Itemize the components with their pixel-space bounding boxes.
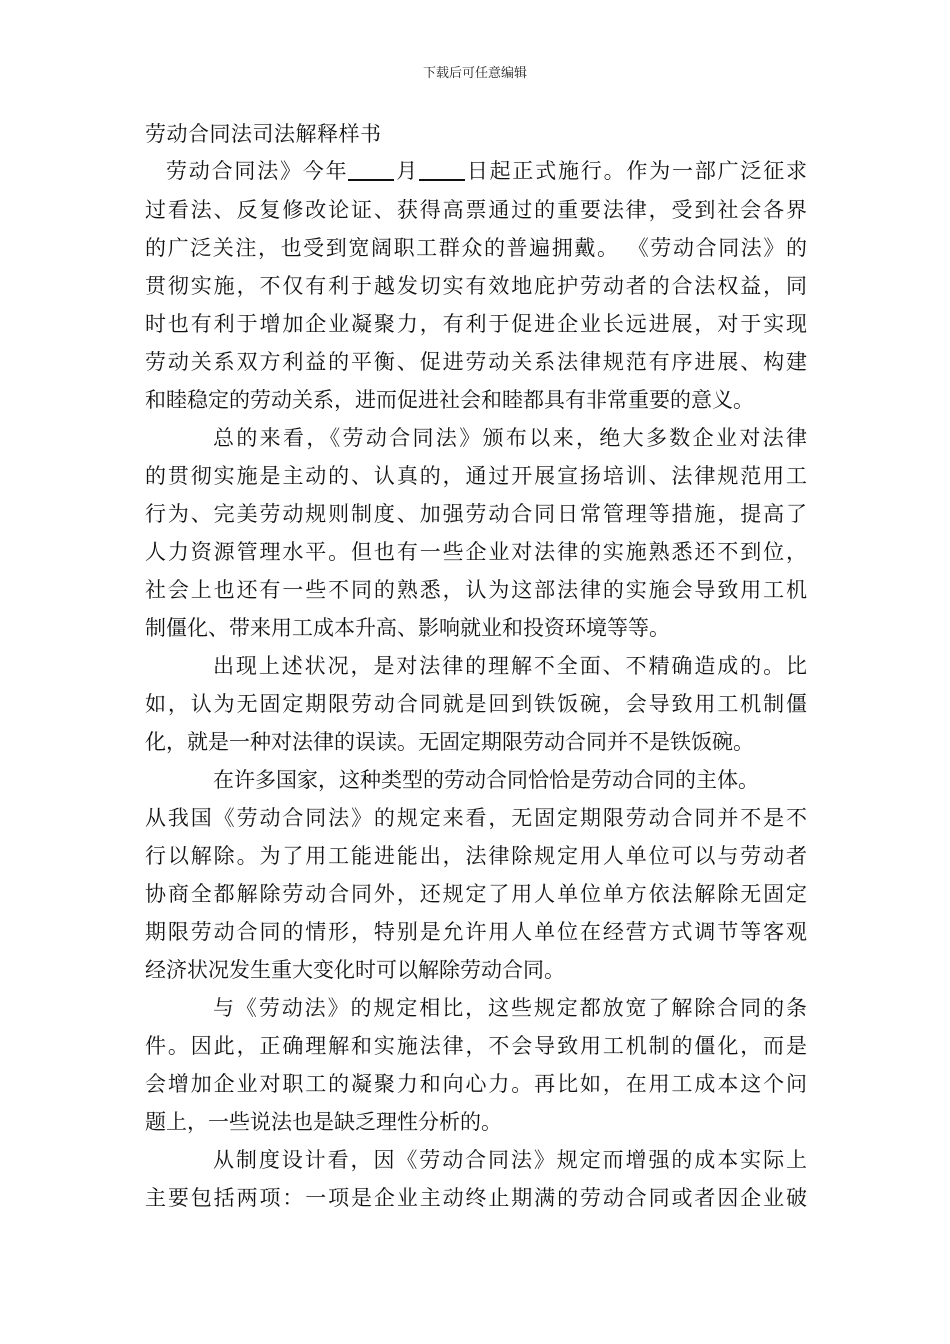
paragraph-line: 在许多国家，这种类型的劳动合同恰恰是劳动合同的主体。	[213, 768, 759, 792]
paragraph-line: 行为、完美劳动规则制度、加强劳动合同日常管理等措施，提高了	[145, 502, 807, 526]
paragraph-line: 出现上述状况，是对法律的理解不全面、不精确造成的。比	[213, 654, 807, 678]
paragraph-line: 化，就是一种对法律的误读。无固定期限劳动合同并不是铁饭碗。	[145, 730, 754, 754]
paragraph-line: 制僵化、带来用工成本升高、影响就业和投资环境等等。	[145, 616, 670, 640]
paragraph-line: 的广泛关注，也受到宽阔职工群众的普遍拥戴。 《劳动合同法》的	[145, 236, 807, 260]
paragraph-line: 人力资源管理水平。但也有一些企业对法律的实施熟悉还不到位，	[145, 540, 807, 564]
paragraph-line: 劳动关系双方利益的平衡、促进劳动关系法律规范有序进展、构建	[145, 350, 807, 374]
paragraph-line: 与《劳动法》的规定相比，这些规定都放宽了解除合同的条	[213, 996, 807, 1020]
paragraph-line: 的贯彻实施是主动的、认真的，通过开展宣扬培训、法律规范用工	[145, 464, 807, 488]
document-title: 劳动合同法司法解释样书	[145, 122, 382, 146]
paragraph-line: 会增加企业对职工的凝聚力和向心力。再比如，在用工成本这个问	[145, 1072, 807, 1096]
paragraph-line: 期限劳动合同的情形，特别是允许用人单位在经营方式调节等客观	[145, 920, 807, 944]
date-blank-day	[419, 158, 465, 181]
paragraph-line: 从制度设计看，因《劳动合同法》规定而增强的成本实际上	[213, 1148, 807, 1172]
date-blank-month	[348, 158, 394, 181]
paragraph-line: 社会上也还有一些不同的熟悉，认为这部法律的实施会导致用工机	[145, 578, 807, 602]
line-segment: 日起正式施行。作为一部广泛征求	[465, 159, 808, 183]
paragraph-line: 总的来看，《劳动合同法》颁布以来，绝大多数企业对法律	[213, 426, 807, 450]
line-segment: 劳动合同法》今年	[166, 159, 349, 183]
paragraph-line: 主要包括两项：一项是企业主动终止期满的劳动合同或者因企业破	[145, 1186, 807, 1210]
paragraph-line: 从我国《劳动合同法》的规定来看，无固定期限劳动合同并不是不	[145, 806, 807, 830]
paragraph-line: 和睦稳定的劳动关系，进而促进社会和睦都具有非常重要的意义。	[145, 388, 754, 412]
paragraph-line: 件。因此，正确理解和实施法律，不会导致用工机制的僵化，而是	[145, 1034, 807, 1058]
paragraph-line: 题上，一些说法也是缺乏理性分析的。	[145, 1110, 502, 1134]
paragraph-line	[166, 153, 807, 189]
line-segment: 月	[394, 159, 420, 183]
paragraph-line: 经济状况发生重大变化时可以解除劳动合同。	[145, 958, 565, 982]
paragraph-line: 协商全都解除劳动合同外，还规定了用人单位单方依法解除无固定	[145, 882, 807, 906]
paragraph-line: 过看法、反复修改论证、获得高票通过的重要法律，受到社会各界	[145, 198, 807, 222]
paragraph-line: 行以解除。为了用工能进能出，法律除规定用人单位可以与劳动者	[145, 844, 807, 868]
paragraph-line: 如，认为无固定期限劳动合同就是回到铁饭碗，会导致用工机制僵	[145, 692, 807, 716]
paragraph-line: 贯彻实施，不仅有利于越发切实有效地庇护劳动者的合法权益，同	[145, 274, 807, 298]
paragraph-line: 时也有利于增加企业凝聚力，有利于促进企业长远进展，对于实现	[145, 312, 807, 336]
header-note: 下载后可任意编辑	[422, 66, 527, 81]
